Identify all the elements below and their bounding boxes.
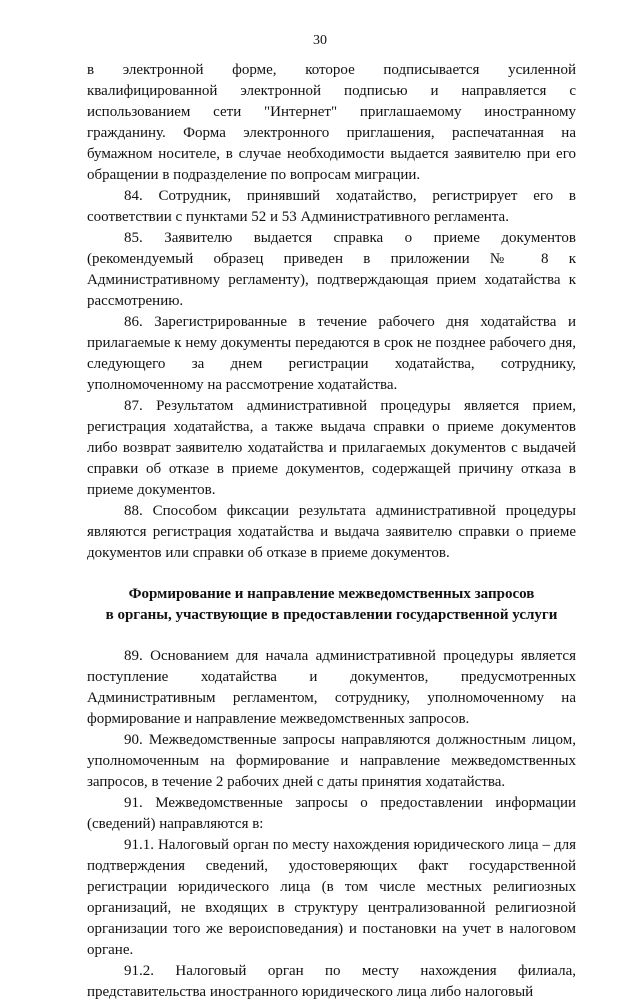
page-number: 30 <box>313 33 327 48</box>
paragraph: 91.1. Налоговый орган по месту нахождения юридического лица – для подтверждения сведений, удостоверяющих факт государственной регистрации юридического лица (в том числе местных религиозных организаций, не входящих в структуру централизованной религиозной организации того же вероисповедания) и постановки на учет в налоговом органе. <box>87 837 576 958</box>
paragraph: 85. Заявителю выдается справка о приеме документов (рекомендуемый образец приведен в приложении № 8 к Административному регламенту), подтверждающая прием ходатайства к рассмотрению. <box>87 230 576 309</box>
paragraph: 84. Сотрудник, принявший ходатайство, регистрирует его в соответствии с пунктами 52 и 53 Административного регламента. <box>87 188 576 225</box>
paragraph: 91.2. Налоговый орган по месту нахождения филиала, представительства иностранного юридического лица либо налоговый <box>87 963 576 1000</box>
section-heading-line: в органы, участвующие в предоставлении государственной услуги <box>105 607 558 623</box>
paragraph: 88. Способом фиксации результата административной процедуры являются регистрация ходатайства и выдача заявителю справки о приеме документов или справки об отказе в приеме документов. <box>87 503 576 561</box>
section-heading-line: Формирование и направление межведомственных запросов <box>128 586 535 602</box>
paragraph: 90. Межведомственные запросы направляются должностным лицом, уполномоченным на формирование и направление межведомственных запросов, в течение 2 рабочих дней с даты принятия ходатайства. <box>87 732 576 790</box>
paragraph: 87. Результатом административной процедуры является прием, регистрация ходатайства, а также выдача справки о приеме документов либо возврат заявителю ходатайства и прилагаемых документов с выдачей справки об отказе в приеме документов, содержащей причину отказа в приеме документов. <box>87 398 576 498</box>
section-heading <box>87 584 576 626</box>
paragraph: 89. Основанием для начала административной процедуры является поступление ходатайства и документов, предусмотренных Административным регламентом, сотруднику, уполномоченному на формирование и направление межведомственных запросов. <box>87 648 576 727</box>
paragraph-group-bottom <box>87 646 576 1003</box>
paragraph-group-top <box>87 60 576 564</box>
paragraph: 86. Зарегистрированные в течение рабочего дня ходатайства и прилагаемые к нему документы передаются в срок не позднее рабочего дня, следующего за днем регистрации ходатайства, сотруднику, уполномоченному на рассмотрение ходатайства. <box>87 314 576 393</box>
paragraph: в электронной форме, которое подписывается усиленной квалифицированной электронной подписью и направляется с использованием сети "Интернет" приглашаемому иностранному гражданину. Форма электронного приглашения, распечатанная на бумажном носителе, в случае необходимости выдается заявителю при его обращении в подразделение по вопросам миграции. <box>87 62 576 183</box>
paragraph: 91. Межведомственные запросы о предоставлении информации (сведений) направляются в: <box>87 795 576 832</box>
document-body <box>87 60 576 1003</box>
